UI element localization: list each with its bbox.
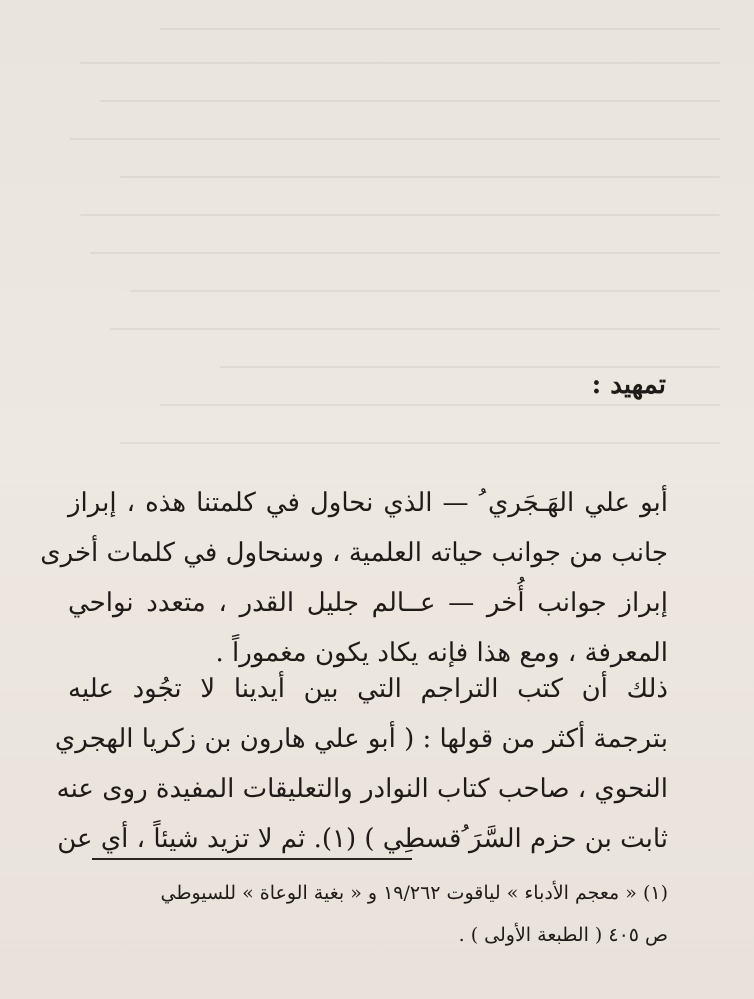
section-heading: تمهيد : bbox=[591, 370, 666, 400]
paragraph-1-line: جانب من جوانب حياته العلمية ، وسنحاول في كلمات أخرى bbox=[40, 538, 668, 568]
show-through-text bbox=[40, 0, 720, 480]
footnote-separator bbox=[92, 858, 412, 860]
paragraph-1-line: إبراز جوانب أُخر — عــالم جليل القدر ، متعدد نواحي bbox=[68, 588, 668, 618]
paragraph-2 bbox=[54, 664, 668, 864]
paragraph-1 bbox=[40, 478, 668, 678]
footnote-line: ص ٤٠٥ ( الطبعة الأولى ) . bbox=[458, 924, 668, 946]
paragraph-1-line: أبو علي الهَـجَري ُ — الذي نحاول في كلمتنا هذه ، إبراز bbox=[68, 488, 668, 518]
paragraph-2-line: ثابت بن حزم السَّرَ ُقسطِي ) (١). ثم لا تزيد شيئاً ، أي عن bbox=[57, 824, 668, 854]
footnote bbox=[78, 872, 668, 956]
paragraph-2-line: النحوي ، صاحب كتاب النوادر والتعليقات المفيدة روى عنه bbox=[56, 774, 668, 804]
paragraph-1-line: المعرفة ، ومع هذا فإنه يكاد يكون مغموراً . bbox=[215, 638, 668, 668]
footnote-line: (١) « معجم الأدباء » لياقوت ١٩/٢٦٢ و « بغية الوعاة » للسيوطي bbox=[160, 882, 668, 904]
paragraph-2-line: بترجمة أكثر من قولها : ( أبو علي هارون بن زكريا الهجري bbox=[54, 724, 668, 754]
paragraph-2-line: ذلك أن كتب التراجم التي بين أيدينا لا تجُود عليه bbox=[68, 674, 668, 704]
